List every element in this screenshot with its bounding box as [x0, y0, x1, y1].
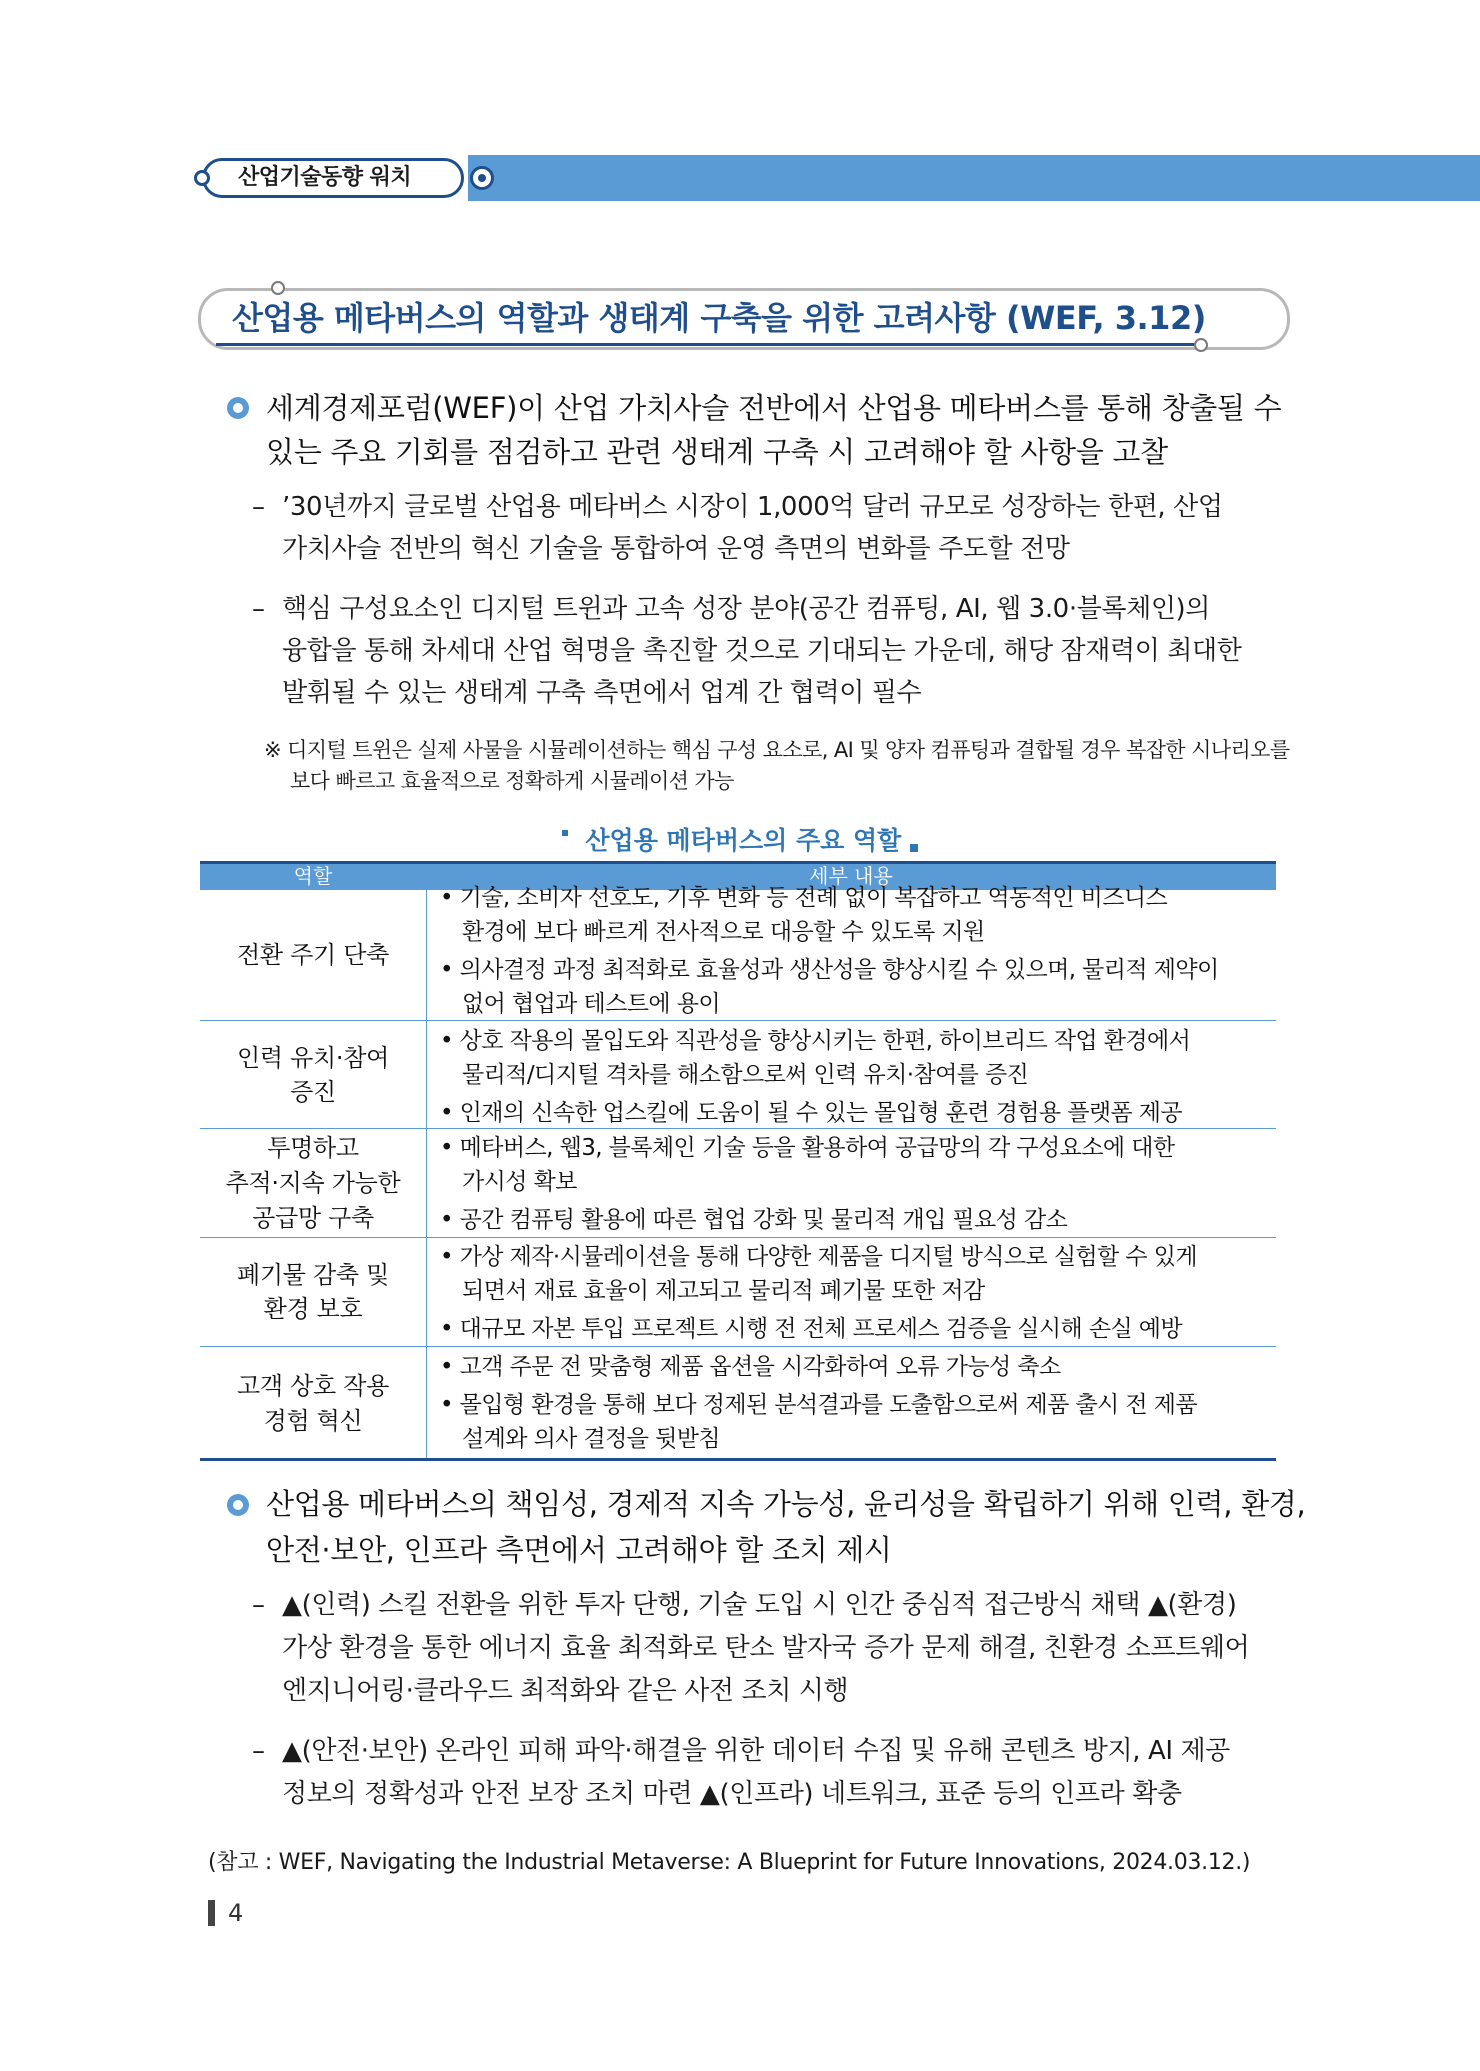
bullet1-sub2-line1: 핵심 구성요소인 디지털 트윈과 고속 성장 분야(공간 컴퓨팅, AI, 웹 3.0·블록체인)의 — [282, 594, 1211, 624]
role-cell: 투명하고 — [267, 1134, 359, 1162]
bullet1-line2: 있는 주요 기회를 점검하고 관련 생태계 구축 시 고려해야 할 사항을 고찰 — [266, 435, 1168, 469]
table-column-divider — [426, 864, 427, 1458]
role-cell: 고객 상호 작용 — [237, 1372, 389, 1400]
reference-citation: (참고 : WEF, Navigating the Industrial Metaverse: A Blueprint for Future Innovations, 2024.03.12.) — [208, 1850, 1251, 1875]
detail-line: 설계와 의사 결정을 뒷받침 — [462, 1426, 720, 1452]
table-title — [0, 822, 1480, 860]
page-marker-icon — [208, 1900, 215, 1926]
table-title-text: 산업용 메타버스의 주요 역할 — [585, 826, 902, 855]
col-header-role: 역할 — [293, 864, 333, 888]
detail-line: 되면서 재료 효율이 제고되고 물리적 폐기물 또한 저감 — [462, 1278, 985, 1304]
role-cell: 증진 — [290, 1078, 336, 1106]
detail-line: • 메타버스, 웹3, 블록체인 기술 등을 활용하여 공급망의 각 구성요소에 대한 — [440, 1135, 1175, 1161]
row-divider — [200, 1237, 1276, 1238]
role-cell: 공급망 구축 — [252, 1204, 374, 1232]
bullet1-sub2-line2: 융합을 통해 차세대 산업 혁명을 촉진할 것으로 기대되는 가운데, 해당 잠재력이 최대한 — [282, 636, 1242, 666]
page-number: 4 — [228, 1899, 244, 1927]
title-square-icon — [910, 844, 918, 852]
header-left-dot-icon — [194, 170, 210, 186]
section-title-underline — [216, 343, 1196, 346]
detail-line: • 인재의 신속한 업스킬에 도움이 될 수 있는 몰입형 훈련 경험용 플랫폼 제공 — [440, 1100, 1183, 1126]
bullet1-sub2-line3: 발휘될 수 있는 생태계 구축 측면에서 업계 간 협력이 필수 — [282, 678, 922, 708]
section-bottom-ring-icon — [1194, 338, 1208, 352]
bullet2-sub1-line2: 가상 환경을 통한 에너지 효율 최적화로 탄소 발자국 증가 문제 해결, 친환경 소프트웨어 — [282, 1633, 1250, 1663]
bullet-circle-icon — [227, 1494, 249, 1516]
header-band — [468, 155, 1480, 201]
detail-line: 가시성 확보 — [462, 1169, 577, 1195]
detail-line: 없어 협업과 테스트에 용이 — [462, 991, 720, 1017]
detail-line: • 몰입형 환경을 통해 보다 정제된 분석결과를 도출함으로써 제품 출시 전 제품 — [440, 1392, 1197, 1418]
dash-marker: – — [252, 492, 265, 522]
header-right-dot-icon — [470, 166, 494, 190]
detail-line: 환경에 보다 빠르게 전사적으로 대응할 수 있도록 지원 — [462, 919, 985, 945]
table-bottom-border — [200, 1458, 1276, 1461]
bullet2-sub2-line1: ▲(안전·보안) 온라인 피해 파악·해결을 위한 데이터 수집 및 유해 콘텐츠 방지, AI 제공 — [282, 1736, 1230, 1766]
role-cell: 전환 주기 단축 — [237, 941, 389, 969]
dash-marker: – — [252, 1590, 265, 1620]
detail-line: • 의사결정 과정 최적화로 효율성과 생산성을 향상시킬 수 있으며, 물리적 제약이 — [440, 957, 1219, 983]
section-title: 산업용 메타버스의 역할과 생태계 구축을 위한 고려사항 (WEF, 3.12) — [232, 299, 1206, 337]
dash-marker: – — [252, 1736, 265, 1766]
role-cell: 인력 유치·참여 — [237, 1044, 389, 1072]
title-square-icon — [562, 830, 568, 836]
bullet2-sub1-line1: ▲(인력) 스킬 전환을 위한 투자 단행, 기술 도입 시 인간 중심적 접근방식 채택 ▲(환경) — [282, 1590, 1237, 1620]
bullet2-sub1-line3: 엔지니어링·클라우드 최적화와 같은 사전 조치 시행 — [282, 1676, 849, 1706]
bullet2-sub2-line2: 정보의 정확성과 안전 보장 조치 마련 ▲(인프라) 네트워크, 표준 등의 인프라 확충 — [282, 1779, 1182, 1809]
detail-line: • 기술, 소비자 선호도, 기후 변화 등 전례 없이 복잡하고 역동적인 비즈니스 — [440, 885, 1168, 911]
bullet2-line2: 안전·보안, 인프라 측면에서 고려해야 할 조치 제시 — [266, 1533, 892, 1567]
row-divider — [200, 1346, 1276, 1347]
detail-line: • 고객 주문 전 맞춤형 제품 옵션을 시각화하여 오류 가능성 축소 — [440, 1354, 1061, 1380]
detail-line: • 공간 컴퓨팅 활용에 따른 협업 강화 및 물리적 개입 필요성 감소 — [440, 1207, 1068, 1233]
section-top-ring-icon — [271, 281, 285, 295]
detail-line: • 상호 작용의 몰입도와 직관성을 향상시키는 한편, 하이브리드 작업 환경에서 — [440, 1028, 1191, 1054]
dash-marker: – — [252, 594, 265, 624]
bullet2-line1: 산업용 메타버스의 책임성, 경제적 지속 가능성, 윤리성을 확립하기 위해 인력, 환경, — [266, 1487, 1306, 1521]
detail-line: • 대규모 자본 투입 프로젝트 시행 전 전체 프로세스 검증을 실시해 손실 예방 — [440, 1316, 1183, 1342]
role-cell: 폐기물 감축 및 — [237, 1261, 389, 1289]
detail-line: 물리적/디지털 격차를 해소함으로써 인력 유치·참여를 증진 — [462, 1062, 1029, 1088]
role-cell: 환경 보호 — [263, 1295, 363, 1323]
role-cell: 추적·지속 가능한 — [225, 1169, 401, 1197]
bullet1-line1: 세계경제포럼(WEF)이 산업 가치사슬 전반에서 산업용 메타버스를 통해 창출될 수 — [266, 391, 1282, 425]
role-cell: 경험 혁신 — [263, 1407, 363, 1435]
detail-line: • 가상 제작·시뮬레이션을 통해 다양한 제품을 디지털 방식으로 실험할 수 있게 — [440, 1244, 1197, 1270]
bullet-circle-icon — [227, 397, 249, 419]
bullet1-sub1-line1: ’30년까지 글로벌 산업용 메타버스 시장이 1,000억 달러 규모로 성장하는 한편, 산업 — [282, 492, 1223, 522]
series-label: 산업기술동향 워치 — [238, 165, 412, 190]
note-line2: 보다 빠르고 효율적으로 정확하게 시뮬레이션 가능 — [290, 769, 734, 793]
col-header-detail: 세부 내용 — [809, 864, 893, 888]
bullet1-sub1-line2: 가치사슬 전반의 혁신 기술을 통합하여 운영 측면의 변화를 주도할 전망 — [282, 534, 1070, 564]
note-line1: ※ 디지털 트윈은 실제 사물을 시뮬레이션하는 핵심 구성 요소로, AI 및 양자 컴퓨팅과 결합될 경우 복잡한 시나리오를 — [264, 738, 1290, 762]
